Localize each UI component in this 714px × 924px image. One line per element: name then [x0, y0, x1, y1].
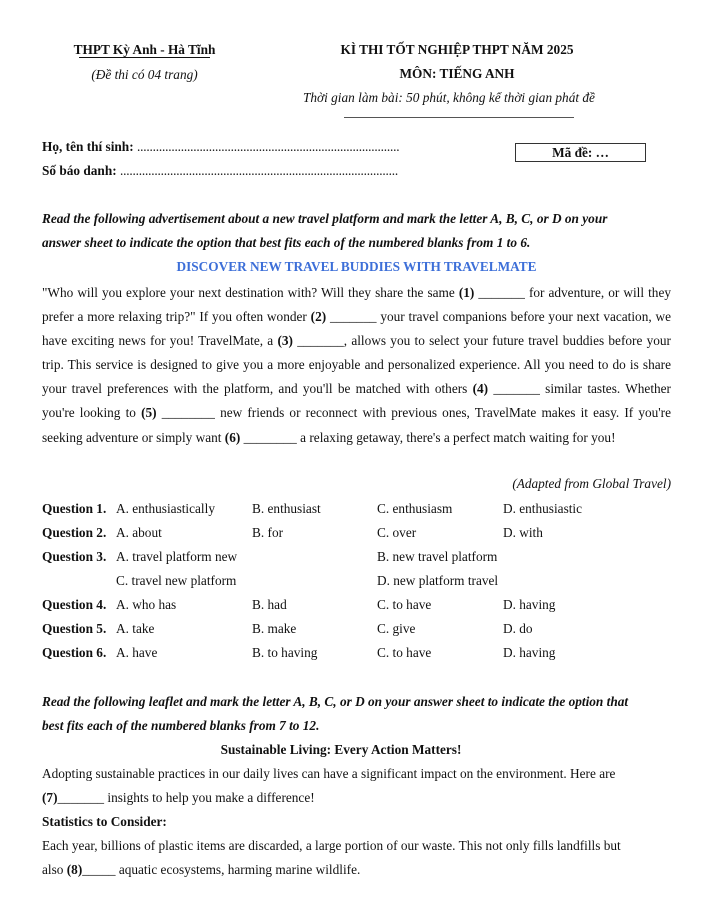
- option-c[interactable]: C. give: [377, 621, 416, 636]
- option-a[interactable]: A. take: [116, 621, 155, 636]
- section1-passage-title: DISCOVER NEW TRAVEL BUDDIES WITH TRAVELMATE: [176, 259, 537, 274]
- candidate-name-row: [42, 139, 399, 155]
- option-d[interactable]: D. having: [503, 597, 556, 612]
- header-divider: [344, 117, 574, 118]
- exam-title: KÌ THI TỐT NGHIỆP THPT NĂM 2025: [340, 42, 574, 57]
- option-c[interactable]: C. travel new platform: [116, 573, 237, 588]
- blank-5: (5): [141, 405, 157, 421]
- question-5: [42, 617, 682, 641]
- exam-duration: Thời gian làm bài: 50 phút, không kể thời gian phát đề: [303, 90, 595, 105]
- candidate-id-row: [42, 163, 398, 179]
- section2-instruction-line2: best fits each of the numbered blanks from 7 to 12.: [42, 718, 320, 733]
- option-b[interactable]: B. make: [252, 621, 297, 636]
- candidate-name-label: Họ, tên thí sinh:: [42, 139, 134, 154]
- option-a[interactable]: A. about: [116, 525, 162, 540]
- candidate-id-label: Số báo danh:: [42, 163, 117, 178]
- section1-instruction-line2: answer sheet to indicate the option that best fits each of the numbered blanks from 1 to 6.: [42, 235, 531, 250]
- section2-leaflet-title: Sustainable Living: Every Action Matters!: [220, 742, 462, 757]
- leaflet-intro-line1: Adopting sustainable practices in our daily lives can have a significant impact on the environment. Here are: [42, 766, 616, 781]
- option-a[interactable]: A. travel platform new: [116, 549, 238, 564]
- option-a[interactable]: A. have: [116, 645, 158, 660]
- option-b[interactable]: B. to having: [252, 645, 318, 660]
- blank-1: (1): [458, 285, 475, 300]
- passage-segment: also: [42, 862, 67, 877]
- passage-source: (Adapted from Global Travel): [512, 476, 671, 491]
- question-2: [42, 521, 682, 545]
- blank-6: (6): [224, 429, 241, 445]
- option-d[interactable]: D. enthusiastic: [503, 501, 583, 516]
- question-6: [42, 641, 682, 665]
- candidate-id-field[interactable]: .........................................................................................: [119, 163, 399, 178]
- passage-segment: _______, allows you to select your future travel buddies before your trip. This service is designed to give you a more enjoyable and personalized experience. All you need to do is share your travel preferences with the platform, and you'll be matched with others: [42, 333, 671, 397]
- question-3: [42, 545, 682, 569]
- option-b[interactable]: B. new travel platform: [377, 549, 498, 564]
- option-a[interactable]: A. enthusiastically: [116, 501, 215, 516]
- stats-line1: Each year, billions of plastic items are discarded, a large portion of our waste. This not only fills landfills but: [42, 838, 621, 853]
- question-label: Question 4.: [42, 597, 107, 612]
- option-d[interactable]: D. new platform travel: [377, 573, 499, 588]
- option-a[interactable]: A. who has: [116, 597, 177, 612]
- section2-instruction-line1: Read the following leaflet and mark the letter A, B, C, or D on your answer sheet to indicate the option that: [42, 694, 629, 709]
- passage-segment: "Who will you explore your next destination with? Will they share the same: [42, 285, 459, 300]
- leaflet-intro-line2: [42, 790, 315, 806]
- school-name: THPT Kỳ Anh - Hà Tĩnh: [73, 42, 216, 57]
- pages-note: (Đề thi có 04 trang): [91, 67, 198, 82]
- question-3-continued: [42, 569, 682, 593]
- blank-2: (2): [310, 309, 327, 325]
- option-b[interactable]: B. for: [252, 525, 284, 540]
- option-d[interactable]: D. with: [503, 525, 543, 540]
- section1-instruction-line1: Read the following advertisement about a new travel platform and mark the letter A, B, C, or D on your: [42, 211, 608, 226]
- passage-segment: _______ insights to help you make a difference!: [57, 790, 315, 805]
- passage-segment: _______ similar tastes. Whether you're looking to: [42, 381, 671, 421]
- option-b[interactable]: B. enthusiast: [252, 501, 321, 516]
- option-d[interactable]: D. having: [503, 645, 556, 660]
- question-label: Question 2.: [42, 525, 107, 540]
- passage-text: [42, 281, 671, 450]
- question-4: [42, 593, 682, 617]
- question-label: Question 3.: [42, 549, 107, 564]
- question-label: Question 1.: [42, 501, 107, 516]
- section1-passage: [42, 281, 671, 450]
- stats-heading: Statistics to Consider:: [42, 814, 167, 829]
- question-label: Question 5.: [42, 621, 107, 636]
- option-c[interactable]: C. to have: [377, 597, 432, 612]
- exam-code-box: Mã đề: …: [515, 143, 646, 162]
- passage-segment: _______ for adventure, or will they prefer a more relaxing trip?" If you often wonder: [42, 285, 672, 325]
- option-c[interactable]: C. to have: [377, 645, 432, 660]
- option-c[interactable]: C. over: [377, 525, 417, 540]
- passage-segment: ________ new friends or reconnect with previous ones, TravelMate makes it easy. If you're seeking adventure or simply want: [42, 405, 671, 445]
- blank-7: (7): [42, 790, 58, 805]
- subject-title: MÔN: TIẾNG ANH: [399, 66, 515, 81]
- passage-segment: _______ your travel companions before your next vacation, we have exciting news for you! TravelMate, a: [42, 309, 671, 349]
- option-c[interactable]: C. enthusiasm: [377, 501, 453, 516]
- passage-segment: _____ aquatic ecosystems, harming marine wildlife.: [82, 862, 361, 877]
- option-d[interactable]: D. do: [503, 621, 533, 636]
- school-underline: [79, 57, 210, 58]
- passage-segment: ________ a relaxing getaway, there's a perfect match waiting for you!: [240, 429, 616, 445]
- blank-3: (3): [277, 333, 293, 349]
- question-1: [42, 497, 682, 521]
- stats-line2: [42, 862, 360, 878]
- candidate-name-field[interactable]: ....................................................................................: [136, 139, 400, 154]
- question-label: Question 6.: [42, 645, 107, 660]
- option-b[interactable]: B. had: [252, 597, 287, 612]
- blank-4: (4): [472, 381, 489, 397]
- blank-8: (8): [66, 862, 83, 877]
